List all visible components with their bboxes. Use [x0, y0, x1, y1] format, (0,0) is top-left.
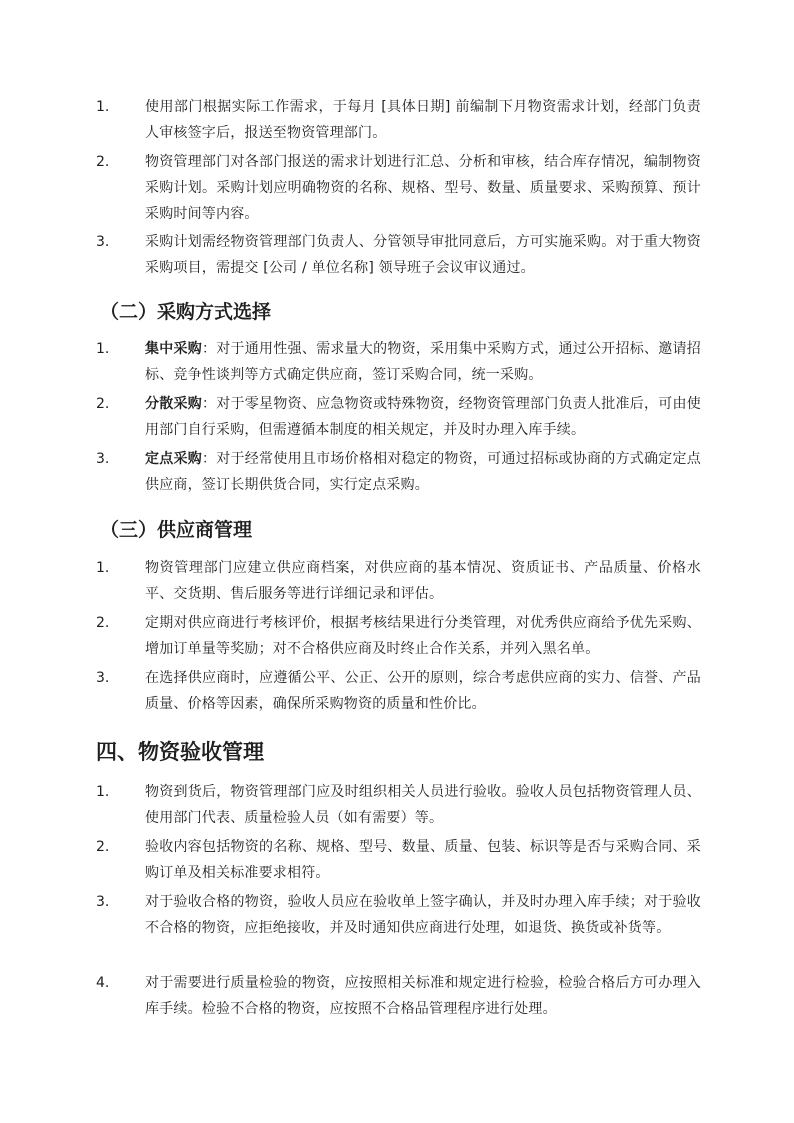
term-description: ：对于通用性强、需求量大的物资，采用集中采购方式，通过公开招标、邀请招标、竞争性谈判等方式确定供应商，签订采购合同，统一采购。 [145, 341, 701, 383]
list-number: 1. [96, 99, 110, 115]
list-text: 物资管理部门对各部门报送的需求计划进行汇总、分析和审核，结合库存情况，编制物资采购计划。采购计划应明确物资的名称、规格、型号、数量、质量要求、采购预算、预计采购时间等内容。 [145, 154, 701, 222]
section-heading-acceptance: 四、物资验收管理 [96, 740, 264, 764]
list-number: 1. [96, 341, 110, 357]
list-text [145, 336, 701, 388]
term-label: 集中采购 [145, 341, 203, 357]
term-label: 分散采购 [145, 396, 203, 412]
list-text: 在选择供应商时，应遵循公平、公正、公开的原则，综合考虑供应商的实力、信誉、产品质量、价格等因素，确保所采购物资的质量和性价比。 [145, 670, 701, 712]
term-label: 定点采购 [145, 451, 203, 467]
term-description: ：对于经常使用且市场价格相对稳定的物资，可通过招标或协商的方式确定定点供应商，签订长期供货合同，实行定点采购。 [145, 451, 701, 493]
list-number: 2. [96, 839, 110, 855]
list-text: 验收内容包括物资的名称、规格、型号、数量、质量、包装、标识等是否与采购合同、采购订单及相关标准要求相符。 [145, 839, 701, 881]
list-text [145, 391, 701, 443]
list-number: 2. [96, 396, 110, 412]
list-text: 对于验收合格的物资，验收人员应在验收单上签字确认，并及时办理入库手续；对于验收不合格的物资，应拒绝接收，并及时通知供应商进行处理，如退货、换货或补货等。 [145, 894, 701, 936]
list-text: 物资管理部门应建立供应商档案，对供应商的基本情况、资质证书、产品质量、价格水平、交货期、售后服务等进行详细记录和评估。 [145, 560, 701, 602]
list-text: 对于需要进行质量检验的物资，应按照相关标准和规定进行检验，检验合格后方可办理入库手续。检验不合格的物资，应按照不合格品管理程序进行处理。 [145, 975, 701, 1017]
list-number: 3. [96, 670, 110, 686]
section-heading-purchase-method: （二）采购方式选择 [100, 301, 272, 323]
list-number: 1. [96, 784, 110, 800]
list-text: 定期对供应商进行考核评价，根据考核结果进行分类管理，对优秀供应商给予优先采购、增加订单量等奖励；对不合格供应商及时终止合作关系，并列入黑名单。 [145, 615, 701, 657]
term-description: ：对于零星物资、应急物资或特殊物资，经物资管理部门负责人批准后，可由使用部门自行采购，但需遵循本制度的相关规定，并及时办理入库手续。 [145, 396, 701, 438]
section-heading-supplier: （三）供应商管理 [100, 519, 253, 541]
list-number: 3. [96, 451, 110, 467]
list-number: 4. [96, 975, 110, 991]
list-number: 2. [96, 154, 110, 170]
list-text: 物资到货后，物资管理部门应及时组织相关人员进行验收。验收人员包括物资管理人员、使用部门代表、质量检验人员（如有需要）等。 [145, 784, 701, 826]
list-number: 2. [96, 615, 110, 631]
list-text: 采购计划需经物资管理部门负责人、分管领导审批同意后，方可实施采购。对于重大物资采购项目，需提交 [公司 / 单位名称] 领导班子会议审议通过。 [145, 234, 701, 276]
list-text: 使用部门根据实际工作需求，于每月 [具体日期] 前编制下月物资需求计划，经部门负责人审核签字后，报送至物资管理部门。 [145, 99, 701, 141]
list-number: 1. [96, 560, 110, 576]
list-number: 3. [96, 894, 110, 910]
list-text [145, 446, 701, 498]
list-number: 3. [96, 234, 110, 250]
